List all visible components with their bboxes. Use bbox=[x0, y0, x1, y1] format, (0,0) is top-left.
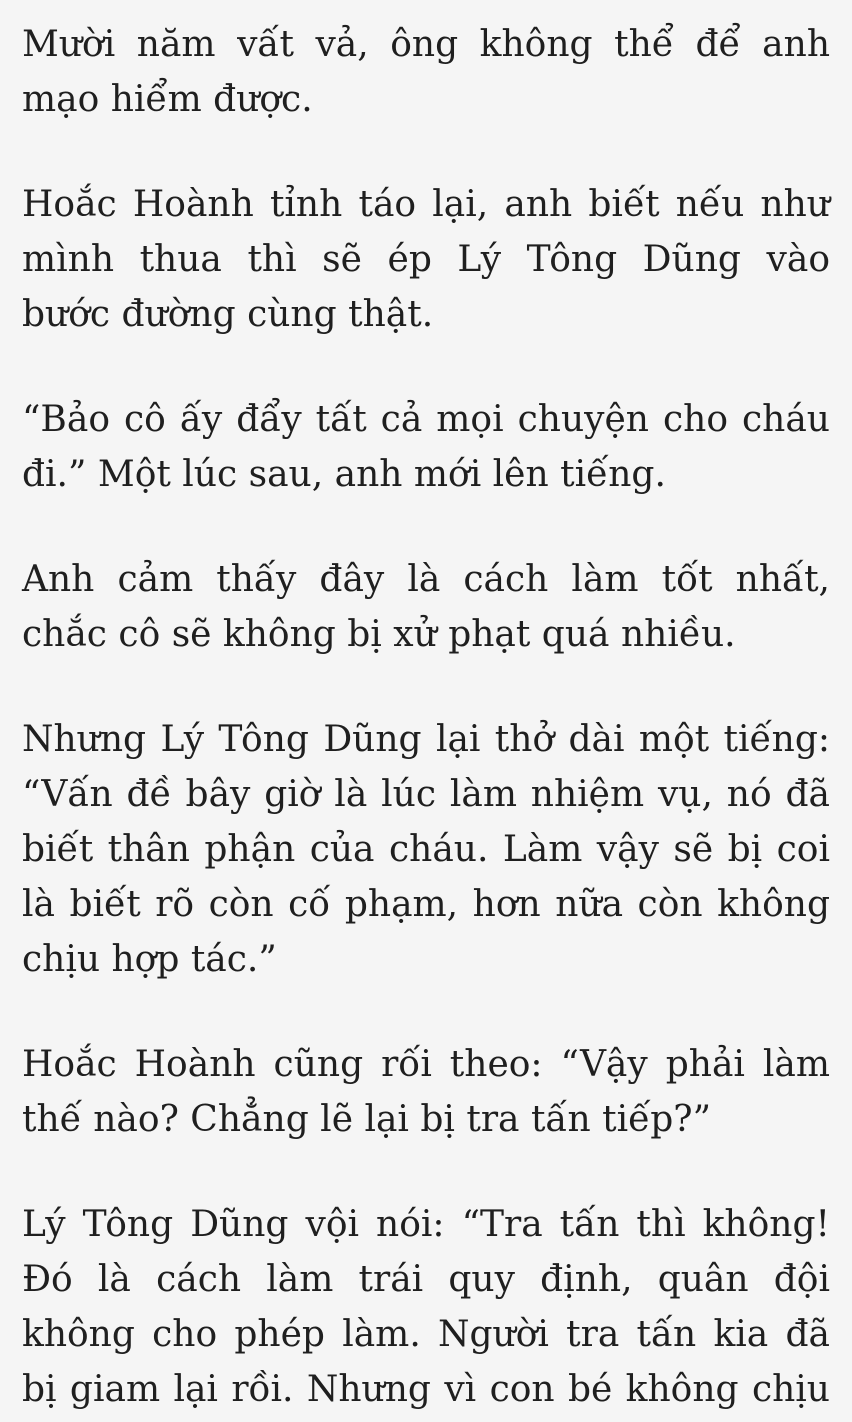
text-line: không cho phép làm. Người tra tấn kia đã bbox=[22, 1314, 830, 1355]
text-line: “Bảo cô ấy đẩy tất cả mọi chuyện cho cháu bbox=[22, 399, 830, 440]
text-line: chịu hợp tác.” bbox=[22, 939, 277, 980]
text-line: bước đường cùng thật. bbox=[22, 294, 434, 335]
text-line: Mười năm vất vả, ông không thể để anh bbox=[22, 24, 830, 65]
text-line: “Vấn đề bây giờ là lúc làm nhiệm vụ, nó đã bbox=[22, 774, 830, 815]
text-line: biết thân phận của cháu. Làm vậy sẽ bị coi bbox=[22, 829, 830, 870]
paragraph bbox=[22, 392, 830, 502]
paragraph bbox=[22, 712, 830, 987]
text-line: Anh cảm thấy đây là cách làm tốt nhất, bbox=[22, 559, 830, 600]
text-line: Lý Tông Dũng vội nói: “Tra tấn thì không! bbox=[22, 1204, 830, 1245]
paragraph bbox=[22, 177, 830, 342]
text-line: Nhưng Lý Tông Dũng lại thở dài một tiếng: bbox=[22, 719, 830, 760]
text-line: thế nào? Chẳng lẽ lại bị tra tấn tiếp?” bbox=[22, 1099, 711, 1140]
text-line: là biết rõ còn cố phạm, hơn nữa còn không bbox=[22, 884, 830, 925]
text-line: mình thua thì sẽ ép Lý Tông Dũng vào bbox=[22, 239, 830, 280]
text-line: đi.” Một lúc sau, anh mới lên tiếng. bbox=[22, 454, 666, 495]
text-line: bị giam lại rồi. Nhưng vì con bé không chịu bbox=[22, 1369, 830, 1410]
text-line: Hoắc Hoành tỉnh táo lại, anh biết nếu như bbox=[22, 184, 830, 225]
paragraph bbox=[22, 17, 830, 127]
text-line: Hoắc Hoành cũng rối theo: “Vậy phải làm bbox=[22, 1044, 830, 1085]
text-line: chắc cô sẽ không bị xử phạt quá nhiều. bbox=[22, 614, 736, 655]
paragraph bbox=[22, 552, 830, 662]
paragraph bbox=[22, 1197, 830, 1417]
paragraph bbox=[22, 1037, 830, 1147]
text-line: Đó là cách làm trái quy định, quân đội bbox=[22, 1259, 830, 1300]
text-line: mạo hiểm được. bbox=[22, 79, 313, 120]
